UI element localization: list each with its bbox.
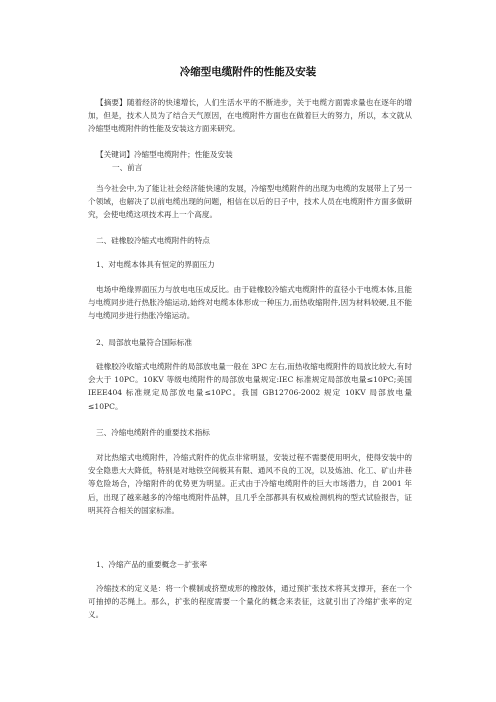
abstract-paragraph: 【摘要】随着经济的快速增长，人们生活水平的不断进步，关于电缆方面需求量也在逐年的增加，但是，技术人员为了结合天气原因，在电缆附件方面也在做着巨大的努力，所以，本文就从冷缩型电缆附件的性能及安装这方面来研究。: [88, 98, 412, 134]
section-2-heading: 二、硅橡胶冷缩式电缆附件的特点: [96, 236, 210, 245]
keywords-line: 【关键词】冷缩型电缆附件；性能及安装: [96, 150, 233, 159]
section-2-2-heading: 2、局部放电量符合国际标准: [96, 338, 192, 347]
section-2-1-heading: 1、对电缆本体具有恒定的界面压力: [96, 260, 215, 269]
section-3-heading: 三、冷缩电缆附件的重要技术指标: [96, 428, 210, 437]
section-1-heading: 一、前言: [112, 163, 143, 172]
section-3-1-heading: 1、冷缩产品的重要概念－扩张率: [96, 560, 208, 569]
section-1-body: 当今社会中,为了能让社会经济能快速的发展，冷缩型电缆附件的出现为电缆的发展带上了另一个领域，也解决了以前电缆出现的问题，相信在以后的日子中，技术人员在电缆附件方面多做研究，会使电缆这项技术再上一个高度。: [88, 184, 412, 220]
section-2-1-body: 电场中绝缘界面压力与放电电压成反比。由于硅橡胶冷缩式电缆附件的直径小于电缆本体,且能与电缆同步进行热胀冷缩运动,始终对电缆本体形成一种压力,而热收缩附件,因为材料较硬,且不能与电缆同步进行热胀冷缩运动。: [88, 285, 412, 321]
section-3-1-body: 冷缩技术的定义是：将一个模制或挤塑成形的橡胶体，通过预扩张技术将其支撑开，套在一个可抽掉的芯绳上。那么，扩张的程度需要一个量化的概念来表征，这就引出了冷缩扩张率的定义。: [88, 584, 412, 620]
section-3-body: 对比热缩式电缆附件，冷缩式附件的优点非常明显，安装过程不需要使用明火，使得安装中的安全隐患大大降低，特别是对地铁空间极其有限、通风不良的工况，以及炼油、化工、矿山井巷等危险场合，冷缩附件的优势更为明显。正式由于冷缩电缆附件的巨大市场潜力，自 2001 年后，出现了越来越多的冷缩电缆附件品牌，且几乎全部都具有权威检测机构的型式试验报告，证明其符合相关的国家标准。: [88, 453, 412, 515]
document-title: 冷缩型电缆附件的性能及安装: [179, 66, 317, 78]
section-2-2-body: 硅橡胶冷收缩式电缆附件的局部放电量一般在 3PC 左右,而热收缩电缆附件的局放比较大,有时会大于 10PC。10KV 等级电缆附件的局部放电量规定:IEC 标准规定局部放电量≤10PC;美国 IEEE404 标准规定局部放电量≤10PC。我国 GB12706-2002 规定 10KV 局部放电量≤10PC。: [88, 362, 412, 411]
